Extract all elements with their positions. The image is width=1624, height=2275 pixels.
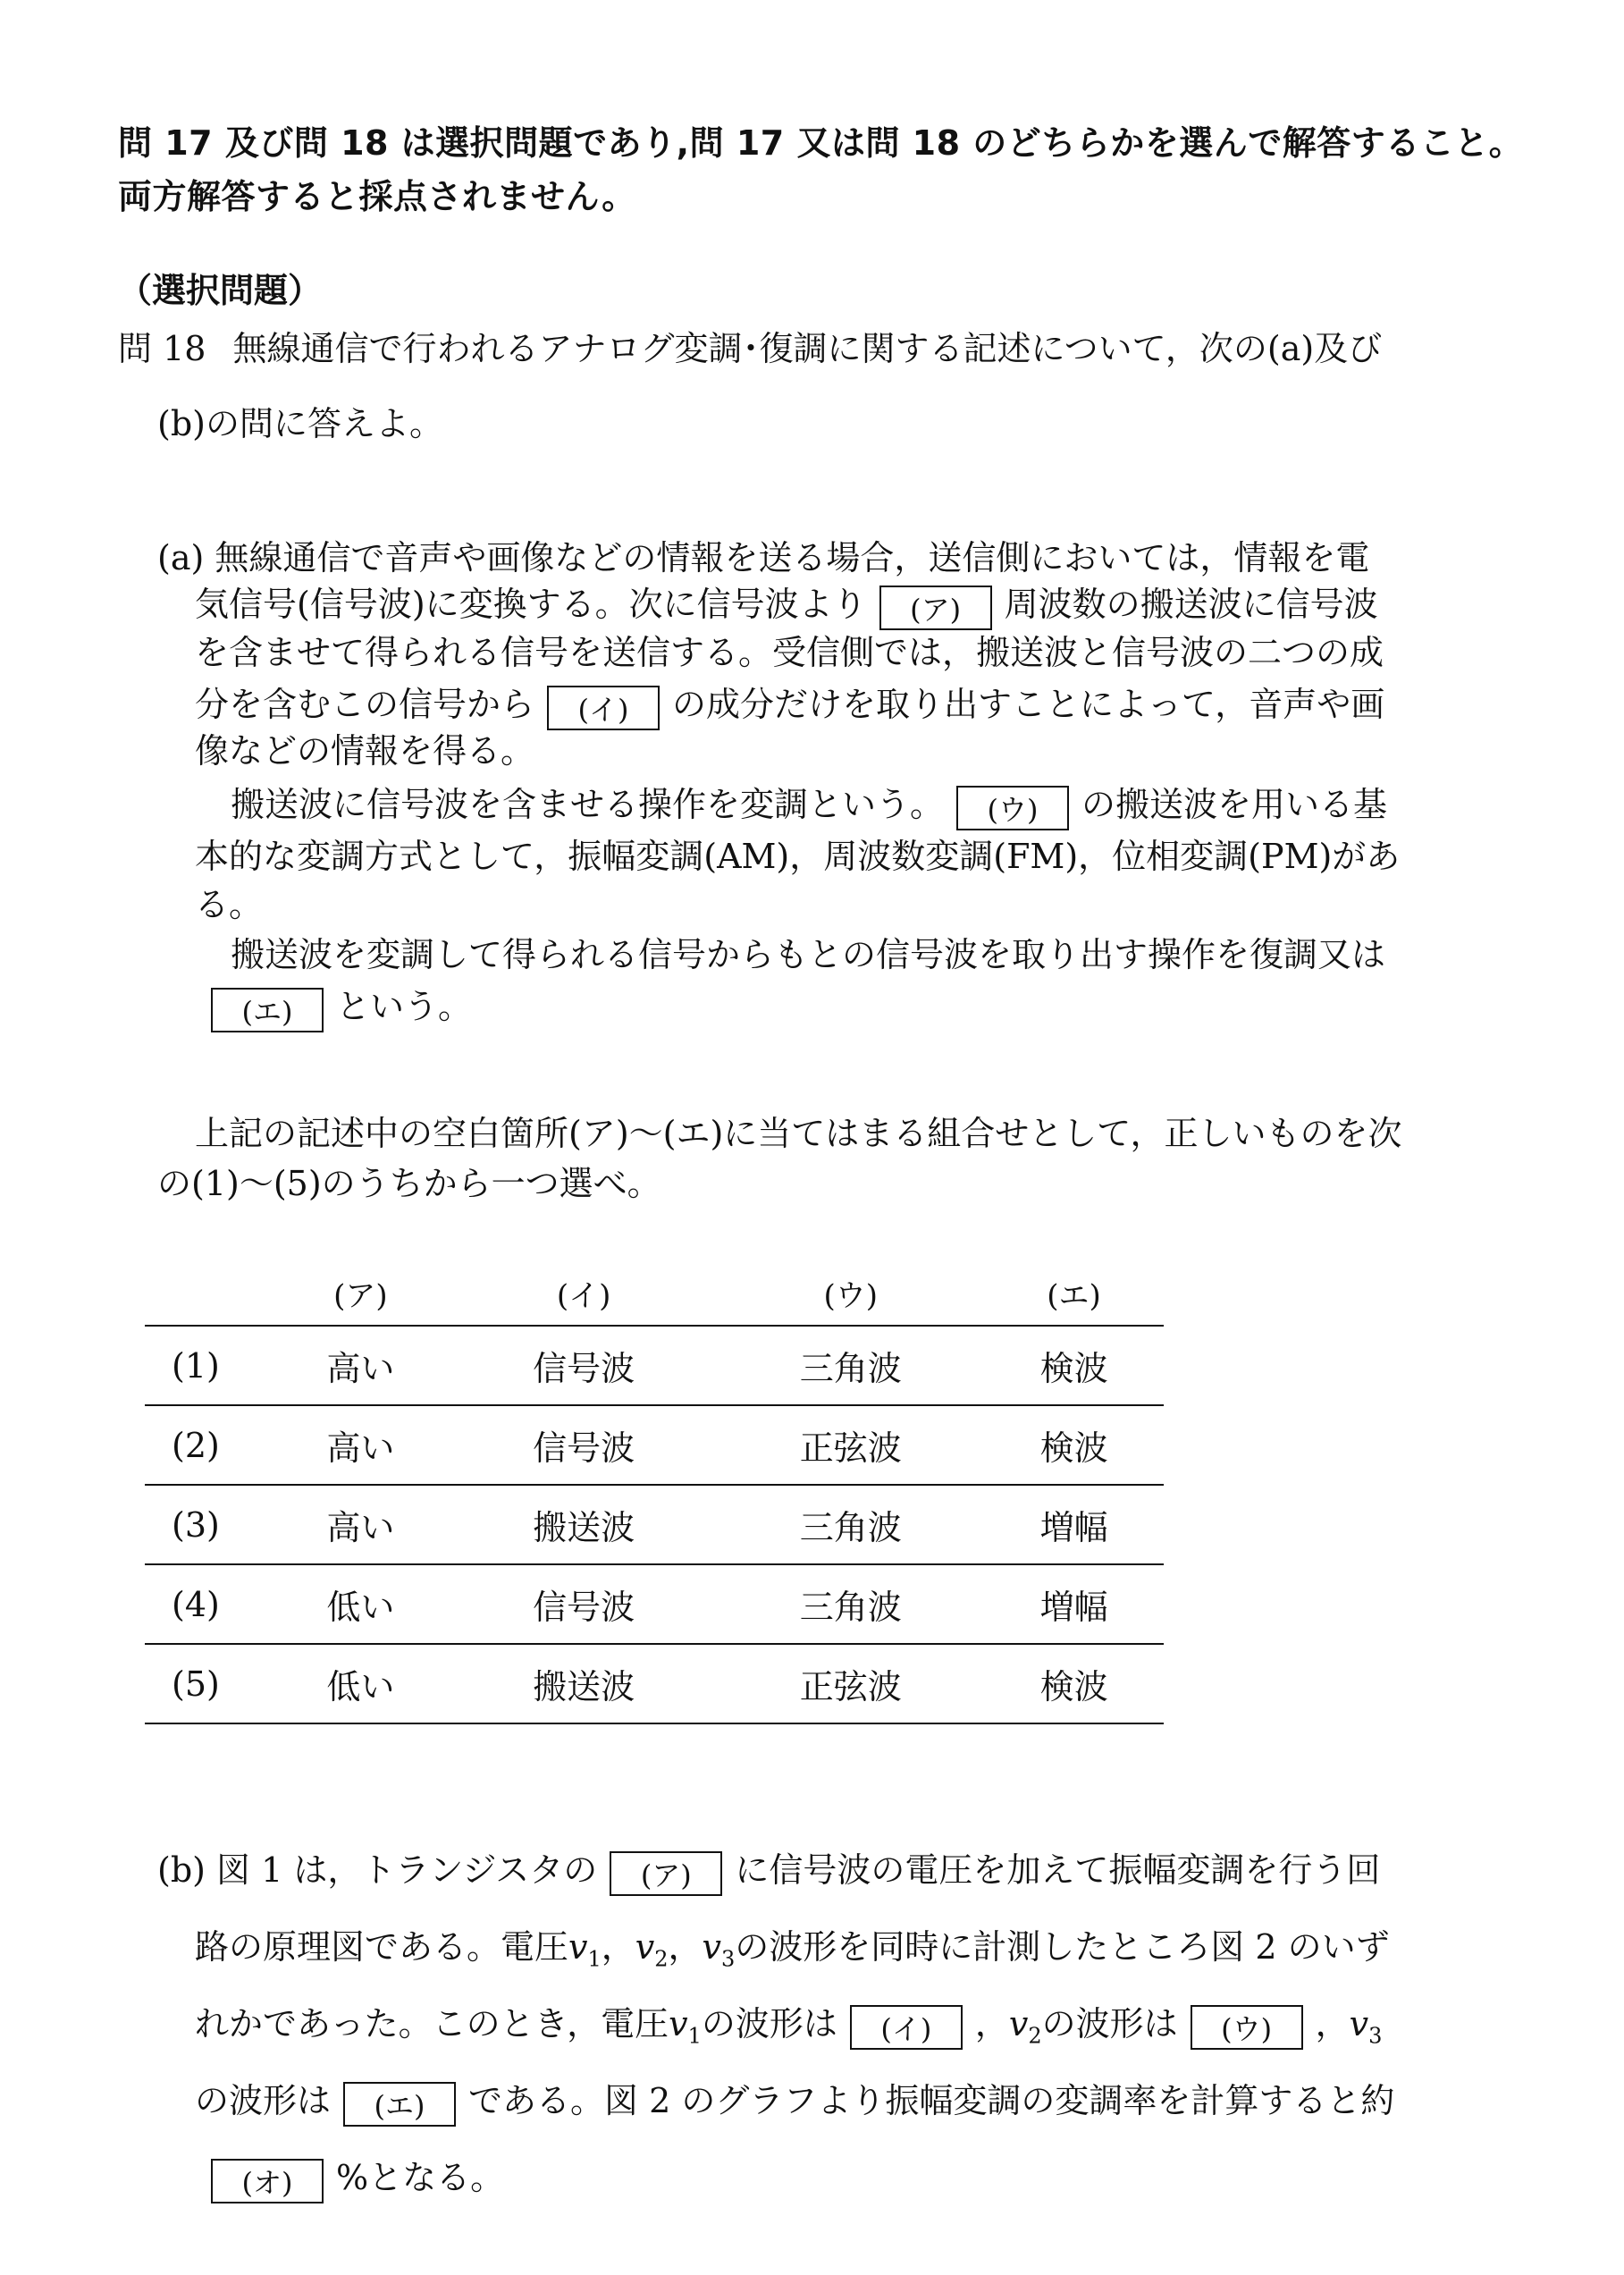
section-label: （選択問題） — [118, 271, 323, 310]
option-row-5[interactable]: (5) 低い 搬送波 正弦波 検波 — [145, 1644, 1164, 1723]
part-a-question-2: の(1)～(5)のうちから一つ選べ。 — [157, 1164, 661, 1203]
blank-e[interactable]: (エ) — [211, 988, 324, 1032]
option-row-2[interactable]: (2) 高い 信号波 正弦波 検波 — [145, 1405, 1164, 1485]
option-row-3[interactable]: (3) 高い 搬送波 三角波 増幅 — [145, 1485, 1164, 1564]
part-a-line-7: 本的な変調方式として，振幅変調(AM)，周波数変調(FM)，位相変調(PM)があ — [195, 837, 1401, 876]
part-b-line-5: (オ) %となる。 — [195, 2153, 504, 2203]
option-row-4[interactable]: (4) 低い 信号波 三角波 増幅 — [145, 1564, 1164, 1644]
part-a-line-6: 搬送波に信号波を含ませる操作を変調という。 (ウ) の搬送波を用いる基 — [231, 779, 1387, 830]
question-number: 問 18 — [118, 329, 206, 368]
header-cell: (ア) — [333, 1277, 388, 1314]
selection-notice — [118, 116, 1523, 223]
part-a-line-10: (エ) という。 — [195, 982, 472, 1032]
header-cell: (エ) — [1047, 1277, 1101, 1314]
part-a-line-8: る。 — [195, 885, 264, 924]
part-b-line-3: れかであった。このとき，電圧$v_1$の波形は (イ) ，$v_2$の波形は (ウ) ，$v_3$ — [195, 2004, 1383, 2049]
option-row-1[interactable]: (1) 高い 信号波 三角波 検波 — [145, 1326, 1164, 1405]
part-b-line-2: 路の原理図である。電圧$v_1$，$v_2$，$v_3$の波形を同時に計測したところ図 2 のいず — [195, 1927, 1390, 1972]
question-intro-2: (b)の問に答えよ。 — [157, 404, 443, 443]
notice-line-1: 問 17 及び問 18 は選択問題であり,問 17 又は問 18 のどちらかを選んで解答すること。 — [118, 123, 1524, 163]
header-cell: (ウ) — [823, 1277, 879, 1314]
part-a-line-2: 気信号(信号波)に変換する。次に信号波より (ア) 周波数の搬送波に信号波 — [195, 579, 1378, 630]
part-a-line-9: 搬送波を変調して得られる信号からもとの信号波を取り出す操作を復調又は — [231, 935, 1386, 974]
blank-a[interactable]: (ア) — [879, 586, 992, 630]
blank-b-o[interactable]: (オ) — [211, 2159, 324, 2203]
blank-b-e[interactable]: (エ) — [343, 2082, 456, 2127]
part-a-line-1: (a) 無線通信で音声や画像などの情報を送る場合，送信側においては，情報を電 — [157, 538, 1370, 577]
part-a-line-3: を含ませて得られる信号を送信する。受信側では，搬送波と信号波の二つの成 — [195, 633, 1384, 672]
part-a-line-5: 像などの情報を得る。 — [195, 731, 535, 771]
part-a-line-4: 分を含むこの信号から (イ) の成分だけを取り出すことによって，音声や画 — [195, 679, 1384, 730]
blank-b-i[interactable]: (イ) — [850, 2005, 963, 2050]
table-header-row — [145, 1260, 1164, 1326]
part-b-line-1: (b) 図 1 は，トランジスタの (ア) に信号波の電圧を加えて振幅変調を行う回 — [157, 1845, 1380, 1896]
header-cell — [145, 1260, 271, 1326]
notice-line-2: 両方解答すると採点されません。 — [118, 177, 636, 216]
header-cell: (イ) — [556, 1277, 611, 1314]
part-a-question-1: 上記の記述中の空白箇所(ア)～(エ)に当てはまる組合せとして，正しいものを次 — [195, 1114, 1402, 1153]
question-intro-1: 問 18 無線通信で行われるアナログ変調･復調に関する記述について，次の(a)及び — [118, 329, 1383, 368]
part-b-line-4: の波形は (エ) である。図 2 のグラフより振幅変調の変調率を計算すると約 — [195, 2076, 1394, 2127]
answer-options-table — [145, 1260, 1164, 1724]
blank-b-u[interactable]: (ウ) — [1191, 2005, 1303, 2050]
blank-i[interactable]: (イ) — [547, 686, 660, 730]
blank-u[interactable]: (ウ) — [956, 786, 1069, 830]
blank-b-a[interactable]: (ア) — [610, 1851, 722, 1896]
